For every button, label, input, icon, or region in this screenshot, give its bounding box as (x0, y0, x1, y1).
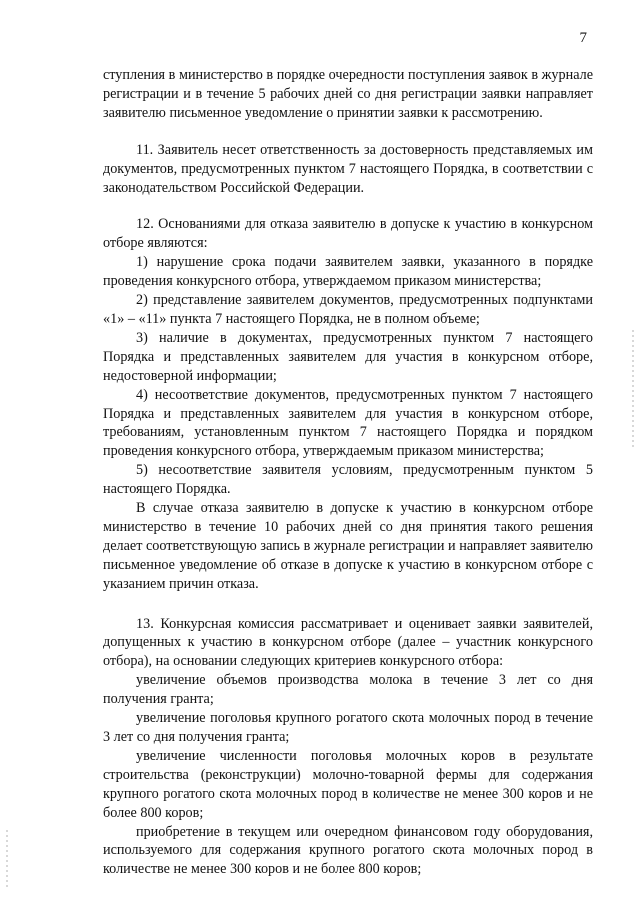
paragraph-12-refusal: В случае отказа заявителю в допуске к участию в конкурсном отборе министерство в течение 10 рабочих дней со дня принятия такого решения делает соответствующую запись в журнале регистрации и направляет заявителю письменное уведомление об отказе в допуске к участию в конкурсном отборе с указанием причин отказа. (103, 500, 593, 592)
paragraph-12: 12. Основаниями для отказа заявителю в допуске к участию в конкурсном отборе являются: (103, 216, 593, 252)
paragraph-continuation: ступления в министерство в порядке очередности поступления заявок в журнале регистрации и в течение 5 рабочих дней со дня регистрации заявки направляет заявителю письменное уведомление о принятии заявки к рассмотрению. (103, 67, 593, 121)
paragraph-12-item-1: 1) нарушение срока подачи заявителем заявки, указанного в порядке проведения конкурсного отбора, утверждаемом приказом министерства; (103, 254, 593, 290)
paragraph-12-item-5: 5) несоответствие заявителя условиям, предусмотренным пунктом 5 настоящего Порядка. (103, 462, 593, 498)
paragraph-13-criterion-cows: увеличение численности поголовья молочных коров в результате строительства (реконструкции) молочно-товарной фермы для содержания крупного рогатого скота молочных пород в количестве не менее 300 коров и не более 800 коров; (103, 747, 593, 821)
paragraph-12-item-3: 3) наличие в документах, предусмотренных пунктом 7 настоящего Порядка и представленных заявителем для участия в конкурсном отборе, недостоверной информации; (103, 329, 593, 384)
paragraph-13-criterion-livestock: увеличение поголовья крупного рогатого скота молочных пород в течение 3 лет со дня получения гранта; (103, 710, 593, 745)
paragraph-11: 11. Заявитель несет ответственность за достоверность представляемых им документов, предусмотренных пунктом 7 настоящего Порядка, в соответствии с законодательством Российской Федерации. (103, 141, 593, 196)
paragraph-12-item-4: 4) несоответствие документов, предусмотренных пунктом 7 настоящего Порядка и представленных заявителем для участия в конкурсном отборе, требованиям, установленным пунктом 7 настоящего Порядка и порядком проведения конкурсного отбора, утверждаемым приказом министерства; (103, 386, 593, 460)
paragraph-13-criterion-milk: увеличение объемов производства молока в течение 3 лет со дня получения гранта; (103, 672, 593, 708)
scan-edge-mark (6, 830, 8, 890)
paragraph-12-item-2: 2) представление заявителем документов, предусмотренных подпунктами «1» – «11» пункта 7 настоящего Порядка, не в полном объеме; (103, 292, 593, 327)
document-body (103, 66, 593, 879)
paragraph-13-criterion-equipment: приобретение в текущем или очередном финансовом году оборудования, используемого для содержания крупного рогатого скота молочных пород в количестве не менее 300 коров и не более 800 коров; (103, 823, 593, 878)
page-number: 7 (579, 30, 587, 46)
scan-edge-mark (632, 330, 634, 450)
paragraph-13: 13. Конкурсная комиссия рассматривает и оценивает заявки заявителей, допущенных к участию в конкурсном отборе (далее – участник конкурсного отбора), на основании следующих критериев конкурсного отбора: (103, 615, 593, 670)
